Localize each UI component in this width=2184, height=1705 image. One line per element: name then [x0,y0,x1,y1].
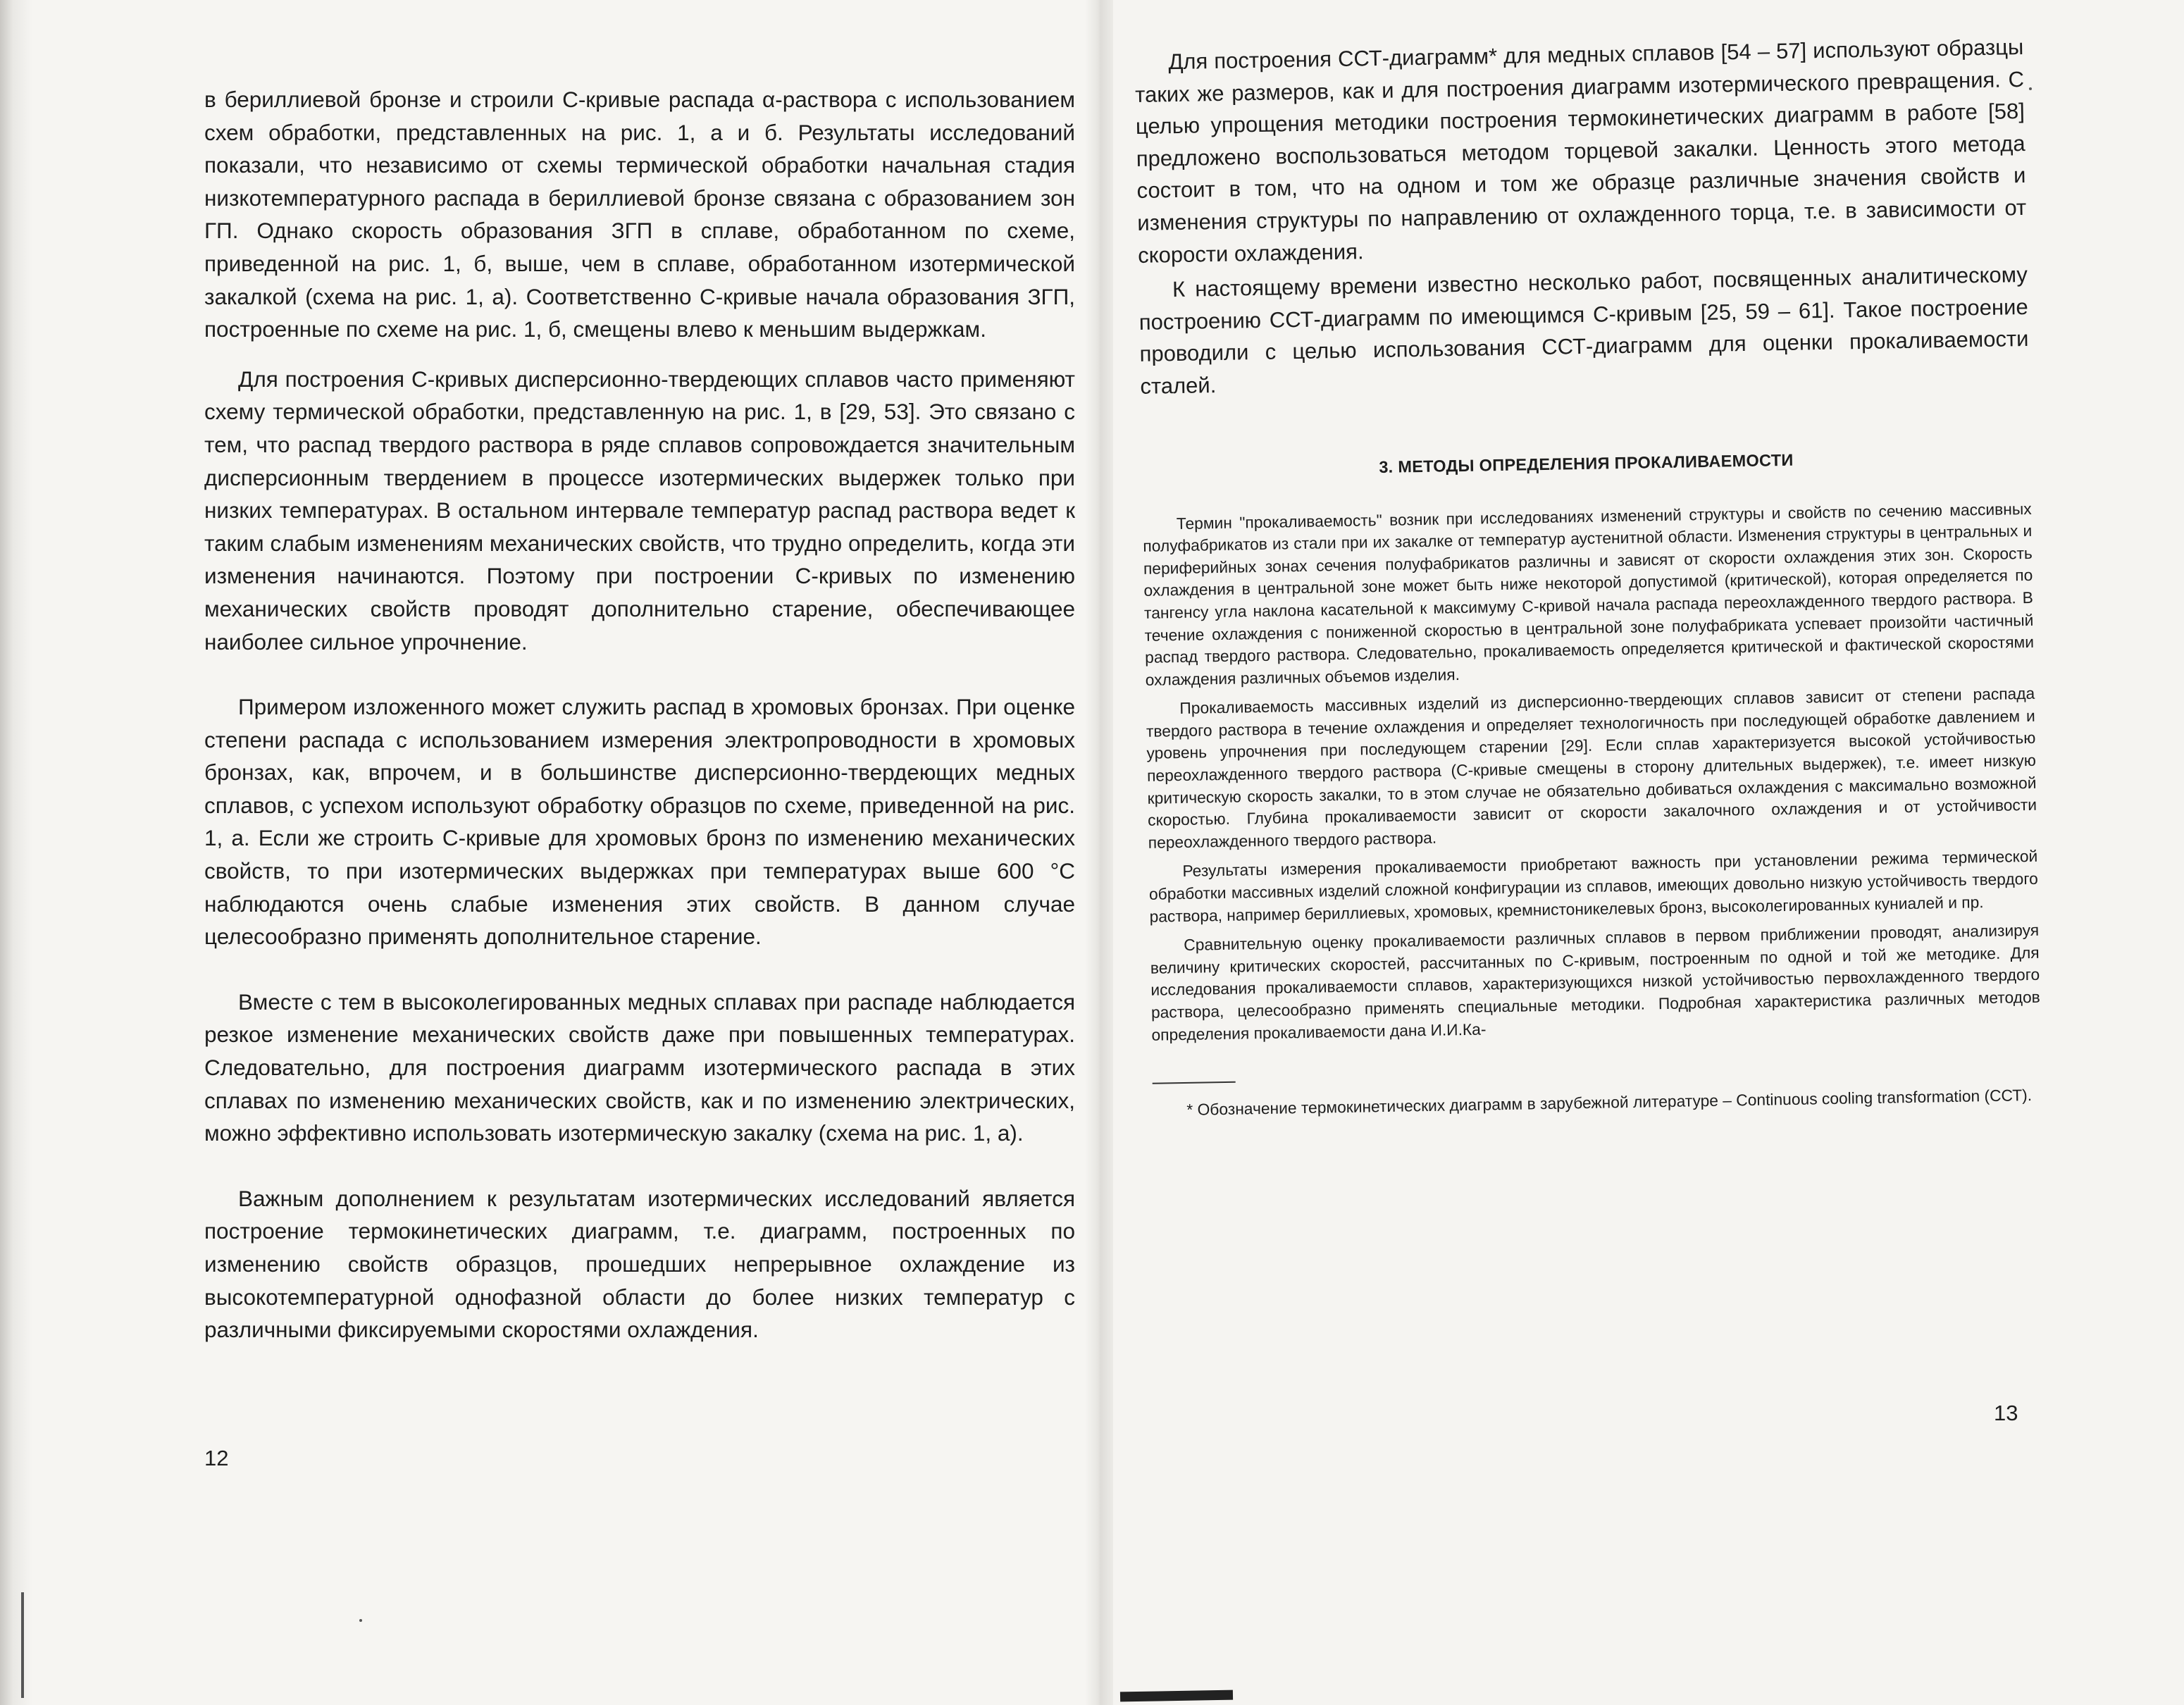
section-heading: 3. МЕТОДЫ ОПРЕДЕЛЕНИЯ ПРОКАЛИВАЕМОСТИ [1379,450,1794,476]
page-number: 13 [1994,1401,2018,1425]
footnote-rule [1153,1081,1236,1084]
footnote: * Обозначение термокинетических диаграмм в зарубежной литературе – Continuous cooling transformation (ССТ). [1186,1086,2033,1120]
paragraph: Сравнительную оценку прокаливаемости различных сплавов в первом приближении проводят, анализируя величину критических скоростей, рассчитанных по С-кривым, построенным по одной и той же методике. Для исследования прокаливаемости сплавов, характеризующихся низкой устойчивостью первохлажденного твердого раствора, целесообразно применять специальные методики. Подробная характеристика различных методов определения прокаливаемости дана И.И.Ка- [1150,921,2040,1044]
page-number: 12 [204,1446,229,1470]
paragraph: К настоящему времени известно несколько работ, посвященных аналитическому построению ССТ-диаграмм по имеющимся С-кривым [25, 59 – 61]. Такое построение проводили с целью использования ССТ-диаграмм для оценки прокаливаемости сталей. [1138,262,2029,399]
binding-edge [0,0,32,1705]
right-page-body [1134,31,2042,1122]
gutter-shadow [1085,0,1113,1705]
paragraph: Важным дополнением к результатам изотермических исследований является построение термокинетических диаграмм, т.е. диаграмм, построенных по изменению свойств образцов, прошедших непрерывное охлаждение из высокотемпературной однофазной области до более низких температур с различными фиксируемыми скоростями охлаждения. [204,1185,1075,1343]
scan-artifact [1120,1690,1233,1702]
paragraph: Результаты измерения прокаливаемости приобретают важность при установлении режима термической обработки массивных изделий сложной конфигурации из сплавов, имеющих довольно низкую устойчивость твердого раствора, например бериллиевых, хромовых, кремнистоникелевых бронз, высоколегированных куниалей и пр. [1148,847,2039,926]
paragraph: Для построения С-кривых дисперсионно-твердеющих сплавов часто применяют схему термической обработки, представленную на рис. 1, в [29, 53]. Это связано с тем, что распад твердого раствора в ряде сплавов сопровождается значительным дисперсионным твердением в процессе изотермических выдержек только при низких температурах. В остальном интервале температур распад раствора ведет к таким слабым изменениям механических свойств, что трудно определить, когда эти изменения начинаются. Поэтому при построении С-кривых по изменению механических свойств проводят дополнительно старение, обеспечивающее наиболее сильное упрочнение. [204,366,1075,655]
paragraph: Термин "прокаливаемость" возник при исследованиях изменений структуры и свойств по сечению массивных полуфабрикатов из стали при их закалке от температур аустенитной области. Изменения структуры в центральных и периферийных зонах сечения полуфабрикатов различны и зависят от скорости охлаждения этих зон. Скорость охлаждения в центральной зоне может быть ниже некоторой допустимой (критической), которая определяется по тангенсу угла наклона касательной к максимуму С-кривой начала распада переохлажденного твердого раствора. В течение охлаждения с пониженной скоростью в центральной зоне полуфабриката успевает произойти частичный распад твердого раствора. Следовательно, прокаливаемость определяется критической и фактической скоростями охлаждения различных объемов изделия. [1143,499,2035,689]
edge-mark [21,1592,24,1698]
speck [2029,87,2032,90]
paragraph: Прокаливаемость массивных изделий из дисперсионно-твердеющих сплавов зависит от степени распада твердого раствора в течение охлаждения и определяет технологичность при последующей обработке давлением и уровень упрочнения при последующем старении [29]. Если сплав характеризуется высокой устойчивостью переохлажденного твердого раствора (С-кривые смещены в сторону длительных выдержек), т.е. имеет низкую критическую скорость закалки, то в этом случае не обязательно добиваться охлаждения с максимально возможной скоростью. Глубина прокаливаемости зависит от скорости закалочного охлаждения и от устойчивости переохлажденного твердого раствора. [1146,684,2037,852]
section-body [1143,497,2041,1046]
right-top-text [1134,31,2030,402]
paragraph: Примером изложенного может служить распад в хромовых бронзах. При оценке степени распада с использованием измерения электропроводности в хромовых бронзах, как, впрочем, и в большинстве дисперсионно-твердеющих медных сплавов, с успехом используют обработку образцов по схеме, приведенной на рис. 1, а. Если же строить С-кривые для хромовых бронз по изменению механических свойств, то при изотермических выдержках при температурах выше 600 °С наблюдаются очень слабые изменения этих свойств. В данном случае целесообразно применять дополнительное старение. [204,694,1075,950]
paragraph: в бериллиевой бронзе и строили С-кривые распада α-раствора с использованием схем обработки, представленных на рис. 1, а и б. Результаты исследований показали, что независимо от схемы термической обработки начальная стадия низкотемпературного распада в бериллиевой бронзе связана с образованием зон ГП. Однако скорость образования ЗГП в сплаве, обработанном по схеме, приведенной на рис. 1, б, выше, чем в сплаве, обработанном изотермической закалкой (схема на рис. 1, а). Соответственно С-кривые начала образования ЗГП, построенные по схеме на рис. 1, б, смещены влево к меньшим выдержкам. [204,87,1075,342]
paragraph: Вместе с тем в высоколегированных медных сплавах при распаде наблюдается резкое изменение механических свойств даже при повышенных температурах. Следовательно, для построения диаграмм изотермического распада в этих сплавах по изменению механических свойств, как и по изменению электрических, можно эффективно использовать изотермическую закалку (схема на рис. 1, а). [204,988,1075,1146]
paragraph: Для построения ССТ-диаграмм* для медных сплавов [54 – 57] используют образцы таких же размеров, как и для построения диаграмм изотермического превращения. С целью упрощения методики построения термокинетических диаграмм в работе [58] предложено воспользоваться методом торцевой закалки. Ценность этого метода состоит в том, что на одном и том же образце различные значения свойств и изменения структуры по направлению от охлажденного торца, т.е. в зависимости от скорости охлаждения. [1134,34,2027,268]
speck [359,1619,362,1622]
left-page-body [204,83,1075,1346]
